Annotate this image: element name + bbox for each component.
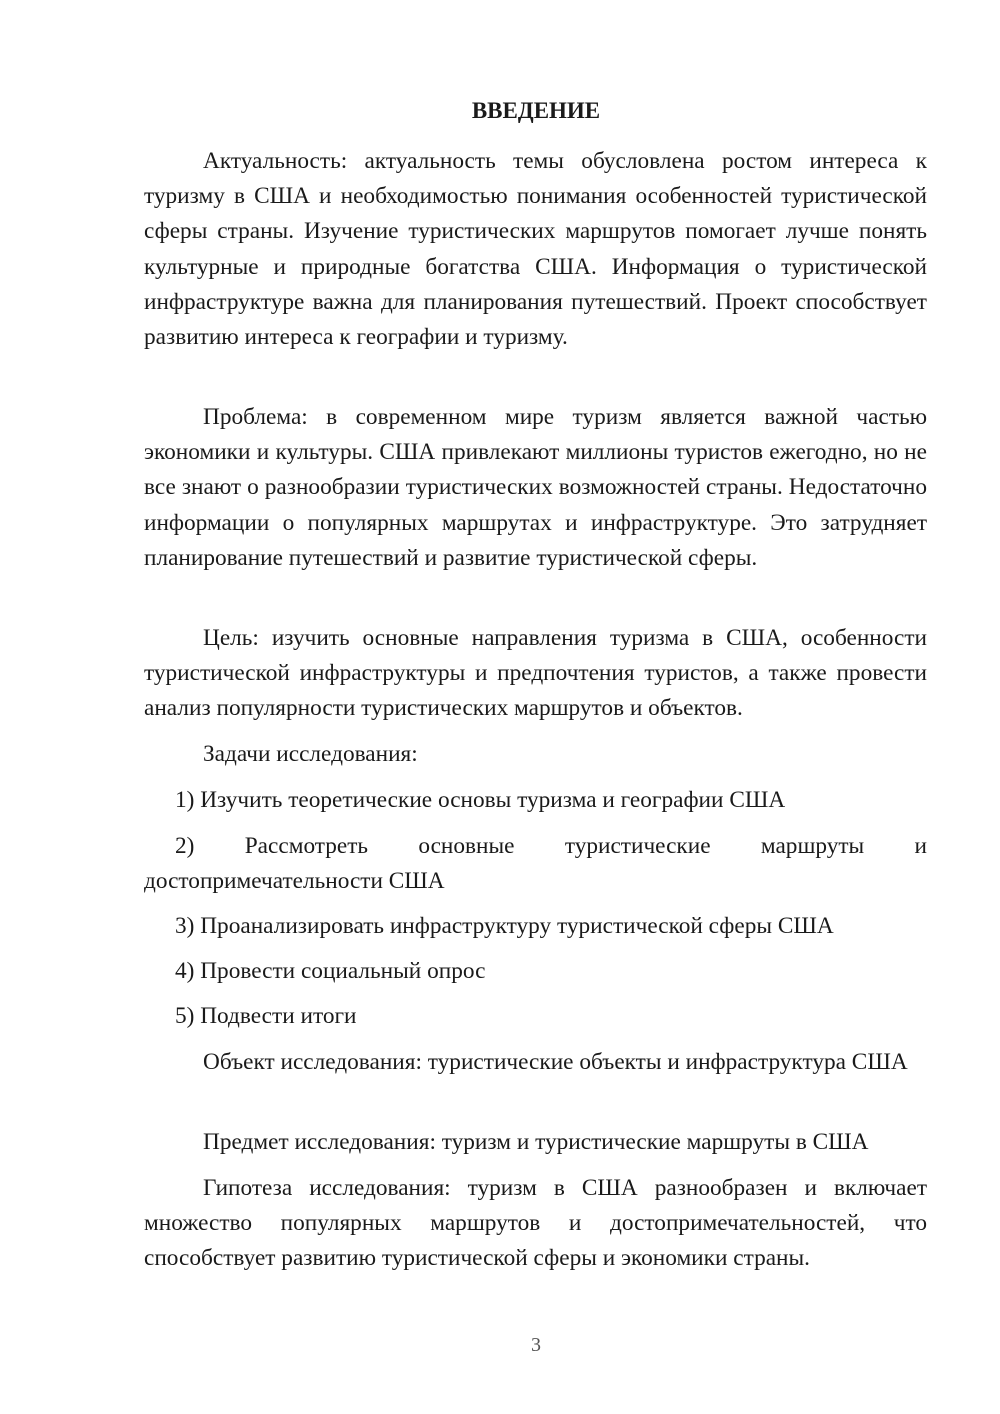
task-item-3: 3) Проанализировать инфраструктуру туристической сферы США <box>175 913 834 939</box>
paragraph-subject: Предмет исследования: туризм и туристические маршруты в США <box>203 1129 869 1155</box>
paragraph-hypothesis: Гипотеза исследования: туризм в США разнообразен и включает множество популярных маршрутов и достопримечательностей, что способствует развитию туристической сферы и экономики страны. <box>144 1175 927 1272</box>
paragraph-relevance: Актуальность: актуальность темы обусловлена ростом интереса к туризму в США и необходимостью понимания особенностей туристической сферы страны. Изучение туристических маршрутов помогает лучше понять культурные и природные богатства США. Информация о туристической инфраструктуре важна для планирования путешествий. Проект способствует развитию интереса к географии и туризму. <box>144 148 927 351</box>
task-item-5: 5) Подвести итоги <box>175 1003 357 1029</box>
task-item-1: 1) Изучить теоретические основы туризма и географии США <box>175 787 786 813</box>
section-heading: ВВЕДЕНИЕ <box>471 98 601 123</box>
tasks-heading: Задачи исследования: <box>203 741 418 767</box>
task-item-4: 4) Провести социальный опрос <box>175 958 486 984</box>
paragraph-object: Объект исследования: туристические объекты и инфраструктура США <box>203 1049 908 1075</box>
task-item-2: 2) Рассмотреть основные туристические маршруты и достопримечательности США <box>144 833 927 895</box>
paragraph-goal: Цель: изучить основные направления туризма в США, особенности туристической инфраструктуры и предпочтения туристов, а также провести анализ популярности туристических маршрутов и объектов. <box>144 625 927 722</box>
page-number: 3 <box>531 1334 541 1356</box>
paragraph-problem: Проблема: в современном мире туризм является важной частью экономики и культуры. США привлекают миллионы туристов ежегодно, но не все знают о разнообразии туристических возможностей страны. Недостаточно информации о популярных маршрутах и инфраструктуре. Это затрудняет планирование путешествий и развитие туристической сферы. <box>144 404 927 571</box>
